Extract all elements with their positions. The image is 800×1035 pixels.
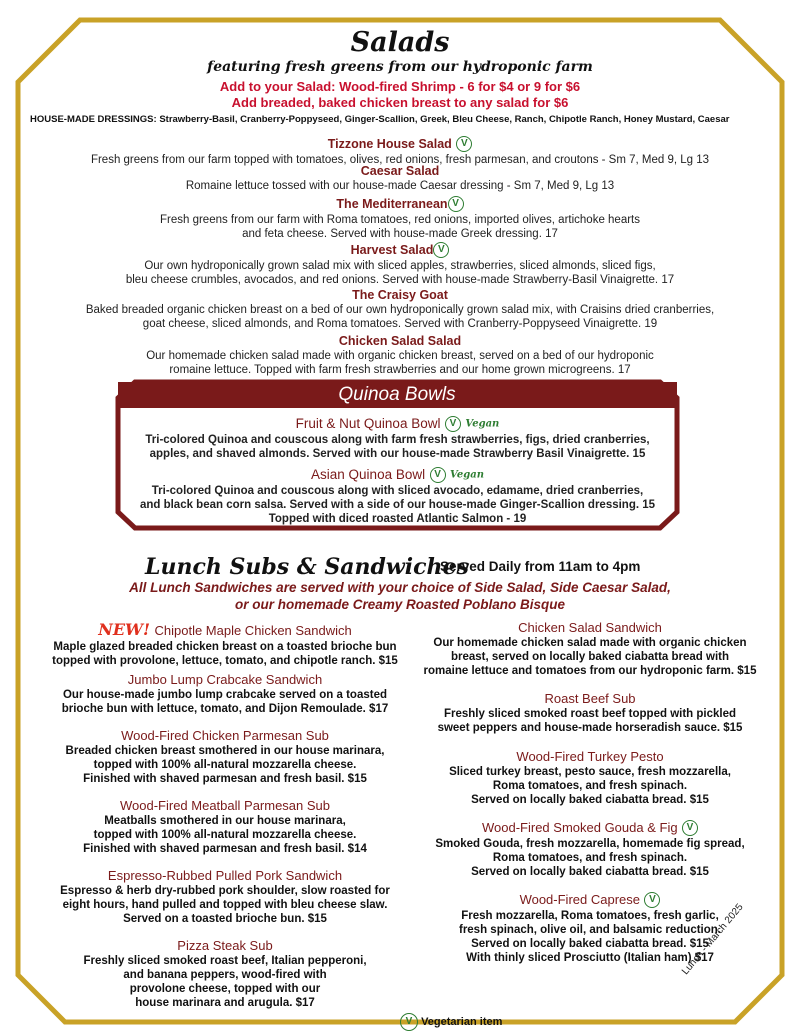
house-dressings: HOUSE-MADE DRESSINGS: Strawberry-Basil, Cranberry-Poppyseed, Ginger-Scallion, Greek, Bleu Cheese, Ranch, Chipotle Ranch, Honey Mustard, Caesar (30, 114, 730, 125)
sandwich-item (30, 728, 420, 786)
salad-desc: romaine lettuce. Topped with farm fresh strawberries and our home grown microgreens. 17 (169, 364, 631, 376)
sandwich-desc: topped with provolone, lettuce, tomato, and chipotle ranch. $15 (52, 655, 398, 667)
salad-desc: Fresh greens from our farm topped with tomatoes, olives, red onions, fresh parmesan, and croutons - Sm 7, Med 9, Lg 13 (90, 154, 710, 166)
vegan-label: Vegan (465, 418, 500, 430)
lunch-note: or our homemade Creamy Roasted Poblano Bisque (234, 597, 566, 612)
quinoa-desc: Topped with diced roasted Atlantic Salmon - 19 (268, 513, 527, 525)
salad-desc: Our homemade chicken salad made with organic chicken breast, served on a bed of our hydroponic (146, 350, 654, 362)
sandwich-desc: Served on locally baked ciabatta bread. $15 (471, 866, 709, 878)
salad-item (25, 334, 775, 377)
lunch-title: Lunch Subs & Sandwiches (145, 554, 469, 580)
lunch-note: All Lunch Sandwiches are served with your choice of Side Salad, Side Caesar Salad, (129, 580, 671, 595)
sandwich-item (30, 620, 420, 668)
quinoa-title: Quinoa Bowls (338, 384, 456, 405)
sandwich-item (405, 620, 775, 678)
sandwich-desc: Finished with shaved parmesan and fresh basil. $14 (83, 843, 367, 855)
vegetarian-icon: V (448, 196, 464, 212)
sandwich-name: Wood-Fired Chicken Parmesan Sub (121, 728, 329, 743)
quinoa-desc: apples, and shaved almonds. Served with our house-made Strawberry Basil Vinaigrette. 15 (149, 448, 646, 460)
sandwich-desc: Served on locally baked ciabatta bread. $15 (471, 794, 709, 806)
vegetarian-icon: V (456, 136, 472, 152)
sandwich-desc: Served on locally baked ciabatta bread. $15 (471, 938, 709, 950)
vegetarian-icon: V (682, 820, 698, 836)
sandwich-desc: Smoked Gouda, fresh mozzarella, homemade fig spread, (435, 838, 745, 850)
salad-name: The Craisy Goat (352, 288, 448, 302)
sandwich-desc: eight hours, hand pulled and topped with bleu cheese slaw. (62, 899, 388, 911)
sandwich-desc: Roma tomatoes, and fresh spinach. (492, 852, 688, 864)
sandwich-desc: Served on a toasted brioche bun. $15 (123, 913, 327, 925)
sandwich-desc: Breaded chicken breast smothered in our house marinara, (65, 745, 385, 757)
quinoa-desc: Tri-colored Quinoa and couscous along with farm fresh strawberries, figs, dried cranberries, (145, 434, 650, 446)
sandwich-item (30, 868, 420, 926)
salad-desc: goat cheese, sliced almonds, and Roma tomatoes. Served with Cranberry-Poppyseed Vinaigrette. 19 (142, 318, 658, 330)
salad-desc: Fresh greens from our farm with Roma tomatoes, red onions, imported olives, artichoke hearts (159, 214, 640, 226)
sandwich-desc: Espresso & herb dry-rubbed pork shoulder, slow roasted for (60, 885, 390, 897)
sandwich-name: Chicken Salad Sandwich (518, 620, 662, 635)
salad-name: Chicken Salad Salad (338, 334, 462, 348)
vegetarian-icon: V (445, 416, 461, 432)
vegetarian-icon: V (430, 467, 446, 483)
sandwich-desc: house marinara and arugula. $17 (135, 997, 315, 1009)
vegan-label: Vegan (450, 469, 484, 481)
quinoa-item (118, 415, 677, 461)
sandwich-desc: Finished with shaved parmesan and fresh basil. $15 (83, 773, 367, 785)
salad-item (25, 135, 775, 167)
sandwich-desc: Freshly sliced smoked roast beef, Italian pepperoni, (83, 955, 367, 967)
lunch-hours: Served Daily from 11am to 4pm (440, 559, 641, 574)
salad-desc: Baked breaded organic chicken breast on a bed of our own hydroponically grown salad mix, with Craisins dried cranberries, (85, 304, 715, 316)
vegetarian-icon: V (644, 892, 660, 908)
sandwich-name: Wood-Fired Turkey Pesto (516, 749, 664, 764)
sandwich-desc: topped with 100% all-natural mozzarella cheese. (93, 829, 357, 841)
sandwich-desc: Our house-made jumbo lump crabcake served on a toasted (62, 689, 387, 701)
sandwich-desc: Roma tomatoes, and fresh spinach. (492, 780, 688, 792)
salad-name: Caesar Salad (360, 164, 440, 178)
salad-item (25, 241, 775, 287)
salad-name: The Mediterranean (336, 197, 448, 211)
salad-desc: and feta cheese. Served with house-made Greek dressing. 17 (242, 228, 558, 240)
sandwich-desc: Sliced turkey breast, pesto sauce, fresh mozzarella, (449, 766, 731, 778)
salad-name: Tizzone House Salad (327, 137, 452, 151)
sandwich-name: Pizza Steak Sub (177, 938, 273, 953)
sandwich-item (30, 798, 420, 856)
sandwich-desc: topped with 100% all-natural mozzarella cheese. (93, 759, 357, 771)
new-badge: NEW! (98, 620, 151, 639)
add-chicken-note: Add breaded, baked chicken breast to any salad for $6 (231, 95, 569, 110)
quinoa-item (118, 466, 677, 526)
sandwich-name: Roast Beef Sub (544, 691, 636, 706)
sandwich-desc: provolone cheese, topped with our (129, 983, 321, 995)
legend-label: Vegetarian item (421, 1015, 503, 1028)
salad-item (25, 164, 775, 193)
salads-title: Salads (350, 27, 450, 58)
sandwich-desc: brioche bun with lettuce, tomato, and Dijon Remoulade. $17 (61, 703, 389, 715)
sandwich-name: Espresso-Rubbed Pulled Pork Sandwich (107, 868, 343, 883)
vegetarian-icon: V (433, 242, 449, 258)
add-shrimp-note: Add to your Salad: Wood-fired Shrimp - 6 for $4 or 9 for $6 (219, 79, 581, 94)
salad-item (25, 195, 775, 241)
salad-item (25, 288, 775, 331)
salad-desc: Romaine lettuce tossed with our house-made Caesar dressing - Sm 7, Med 9, Lg 13 (185, 180, 615, 192)
sandwich-desc: fresh spinach, olive oil, and balsamic reduction. (458, 924, 721, 936)
sandwich-item (405, 819, 775, 879)
legend (400, 1013, 502, 1031)
sandwich-item (405, 691, 775, 735)
sandwich-desc: Meatballs smothered in our house marinara, (104, 815, 346, 827)
sandwich-desc: breast, served on locally baked ciabatta bread with (450, 651, 730, 663)
quinoa-desc: Tri-colored Quinoa and couscous along with sliced avocado, edamame, dried cranberries, (151, 485, 644, 497)
sandwich-item (30, 938, 420, 1010)
sandwich-desc: Maple glazed breaded chicken breast on a toasted brioche bun (53, 641, 397, 653)
sandwich-desc: sweet peppers and house-made horseradish sauce. $15 (437, 722, 743, 734)
sandwich-desc: romaine lettuce and tomatoes from our hydroponic farm. $15 (423, 665, 757, 677)
quinoa-name: Fruit & Nut Quinoa Bowl (295, 416, 441, 431)
sandwich-name: Wood-Fired Caprese (519, 892, 640, 907)
sandwich-name: Wood-Fired Meatball Parmesan Sub (119, 798, 331, 813)
salads-subtitle: featuring fresh greens from our hydroponic farm (207, 59, 593, 75)
date-stamp: Lunch - March 2025 (680, 901, 746, 978)
sandwich-desc: Freshly sliced smoked roast beef topped with pickled (443, 708, 737, 720)
sandwich-desc: and banana peppers, wood-fired with (123, 969, 327, 981)
sandwich-item (405, 749, 775, 807)
salad-desc: Our own hydroponically grown salad mix with sliced apples, strawberries, sliced almonds, sliced figs, (144, 260, 656, 272)
sandwich-name: Jumbo Lump Crabcake Sandwich (127, 672, 323, 687)
salad-name: Harvest Salad (350, 243, 434, 257)
quinoa-name: Asian Quinoa Bowl (311, 467, 426, 482)
sandwich-desc: Our homemade chicken salad made with organic chicken (433, 637, 747, 649)
sandwich-item (30, 672, 420, 716)
sandwich-desc: With thinly sliced Prosciutto (Italian ham) $17 (466, 952, 714, 964)
sandwich-name: Wood-Fired Smoked Gouda & Fig (481, 820, 678, 835)
salad-desc: bleu cheese crumbles, avocados, and red onions. Served with house-made Strawberry-Basil Vinaigrette. 17 (125, 274, 675, 286)
sandwich-desc: Fresh mozzarella, Roma tomatoes, fresh garlic, (461, 910, 719, 922)
sandwich-name: Chipotle Maple Chicken Sandwich (154, 623, 352, 638)
vegetarian-icon: V (400, 1013, 418, 1031)
quinoa-desc: and black bean corn salsa. Served with a side of our house-made Ginger-Scallion dressing. 15 (139, 499, 656, 511)
